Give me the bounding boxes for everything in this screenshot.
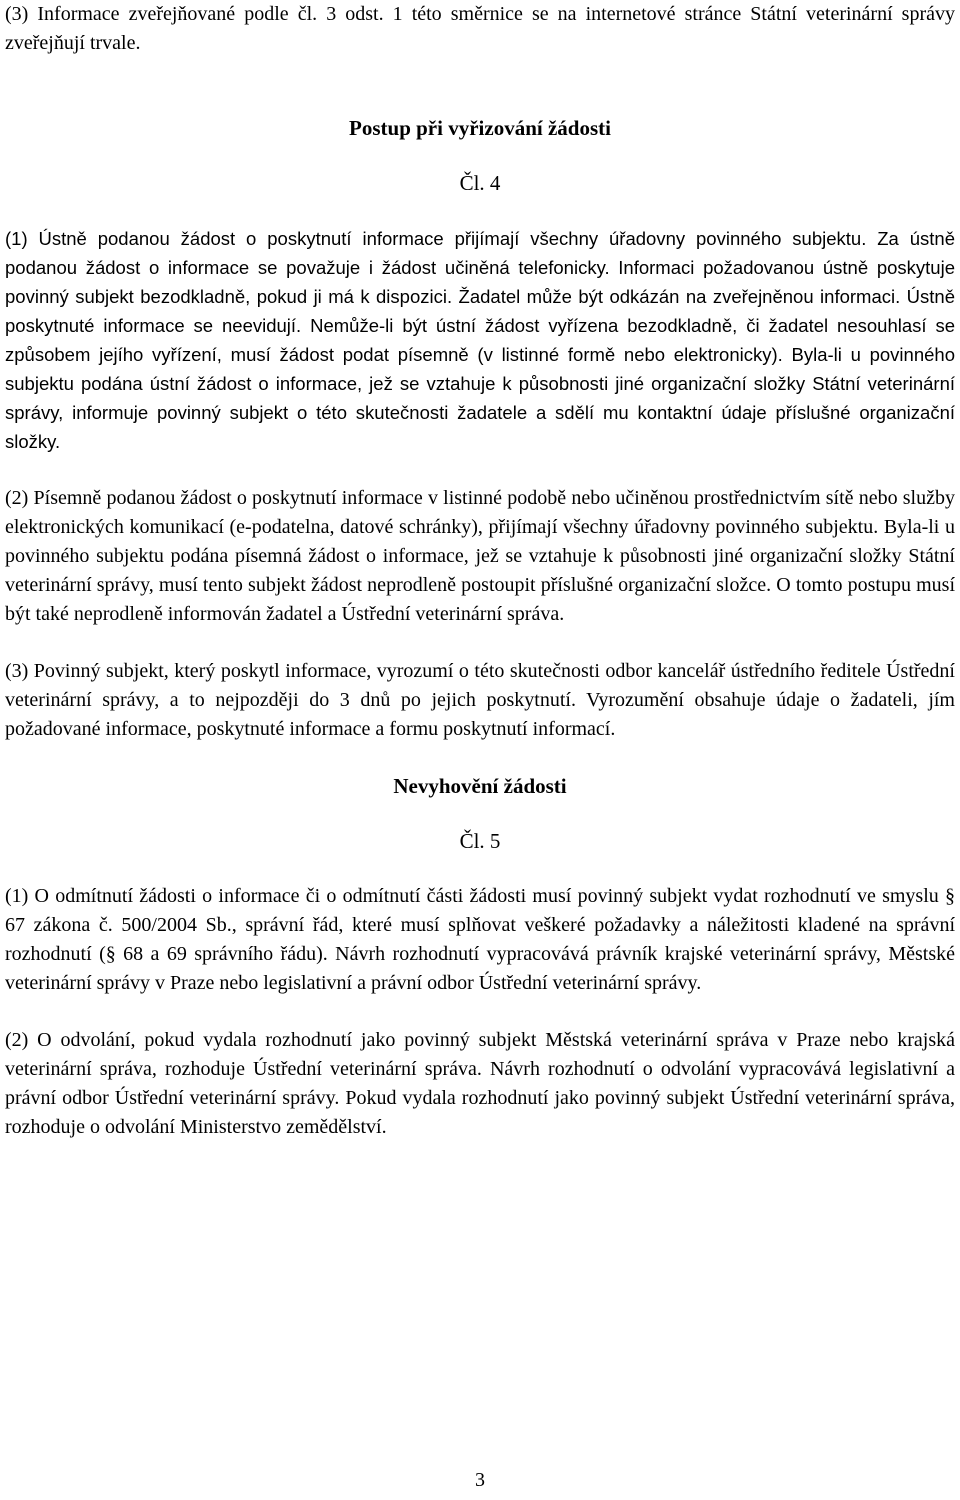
section-heading-nevyhoveni: Nevyhovění žádosti (393, 774, 567, 798)
document-page (5, 0, 955, 1142)
paragraph-5-2: (2) O odvolání, pokud vydala rozhodnutí jako povinný subjekt Městská veterinární správa v Praze nebo krajská veterinární správa, rozhoduje Ústřední veterinární správa. Návrh rozhodnutí o odvolání vypracovává legislativní a právní odbor Ústřední veterinární správy. Pokud vydala rozhodnutí jako povinný subjekt Ústřední veterinární správa, rozhoduje o odvolání Ministerstvo zemědělství. (5, 1029, 955, 1138)
page-number: 3 (475, 1469, 485, 1491)
section-heading-postup: Postup při vyřizování žádosti (349, 116, 611, 140)
paragraph-5-1: (1) O odmítnutí žádosti o informace či o odmítnutí části žádosti musí povinný subjekt vydat rozhodnutí ve smyslu § 67 zákona č. 500/2004 Sb., správní řád, které musí splňovat veškeré požadavky a náležitosti kladené na správní rozhodnutí (§ 68 a 69 správního řádu). Návrh rozhodnutí vypracovává právník krajské veterinární správy, Městské veterinární správy v Praze nebo legislativní a právní odbor Ústřední veterinární správy. (5, 885, 955, 994)
paragraph-4-1: (1) Ústně podanou žádost o poskytnutí informace přijímají všechny úřadovny povinného subjektu. Za ústně podanou žádost o informace se považuje i žádost učiněná telefonicky. Informaci požadovanou ústně poskytuje povinný subjekt bezodkladně, pokud ji má k dispozici. Žadatel může být odkázán na zveřejněnou informaci. Ústně poskytnuté informace se neevidují. Nemůže-li být ústní žádost vyřízena bezodkladně, či žadatel nesouhlasí se způsobem jejího vyřízení, musí žádost podat písemně (v listinné formě nebo elektronicky). Byla-li u povinného subjektu podána ústní žádost o informace, jež se vztahuje k působnosti jiné organizační složky Státní veterinární správy, informuje povinný subjekt o této skutečnosti žadatele a sdělí mu kontaktní údaje příslušné organizační složky. (5, 228, 955, 452)
article-number-5: Čl. 5 (459, 829, 501, 853)
intro-paragraph: (3) Informace zveřejňované podle čl. 3 odst. 1 této směrnice se na internetové stránce Státní veterinární správy zveřejňují trvale. (5, 3, 955, 54)
paragraph-4-2: (2) Písemně podanou žádost o poskytnutí informace v listinné podobě nebo učiněnou prostřednictvím sítě nebo služby elektronických komunikací (e-podatelna, datové schránky), přijímají všechny úřadovny povinného subjektu. Byla-li u povinného subjektu podána písemná žádost o informace, jež se vztahuje k působnosti jiné organizační složky Státní veterinární správy, musí tento subjekt žádost neprodleně postoupit příslušné organizační složce. O tomto postupu musí být také neprodleně informován žadatel a Ústřední veterinární správa. (5, 487, 955, 625)
article-number-4: Čl. 4 (459, 171, 501, 195)
paragraph-4-3: (3) Povinný subjekt, který poskytl informace, vyrozumí o této skutečnosti odbor kancelář ústředního ředitele Ústřední veterinární správy, a to nejpozději do 3 dnů po jejich poskytnutí. Vyrozumění obsahuje údaje o žadateli, jím požadované informace, poskytnuté informace a formu poskytnutí informací. (5, 660, 955, 740)
